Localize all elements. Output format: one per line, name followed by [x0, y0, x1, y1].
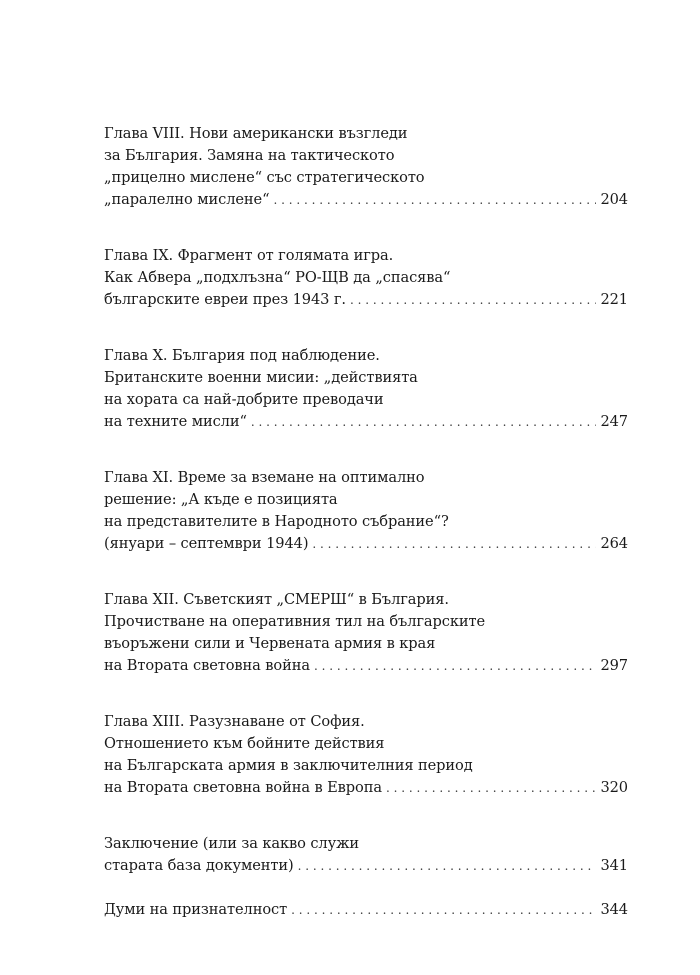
toc-entry-last-line — [104, 289, 628, 311]
toc-entry-text: за България. Замяна на тактическото — [104, 147, 395, 164]
dot-leader — [273, 189, 596, 211]
toc-entry-chapter-10[interactable] — [104, 345, 628, 433]
toc-entry-text: на Втората световна война — [104, 657, 310, 674]
toc-entry-text: на хората са най-добрите преводачи — [104, 391, 384, 408]
toc-entry-text: Глава XII. Съветският „СМЕРШ“ в България. — [104, 591, 449, 608]
page-number: 264 — [600, 535, 628, 552]
dot-leader — [291, 899, 596, 921]
dot-leader — [312, 533, 596, 555]
toc-entry-last-line — [104, 899, 628, 921]
toc-entry-text: българските евреи през 1943 г. — [104, 291, 346, 308]
page-number: 320 — [600, 779, 628, 796]
toc-entry-text: Глава XIII. Разузнаване от София. — [104, 713, 365, 730]
dot-leader — [386, 777, 596, 799]
toc-entry-last-line — [104, 411, 628, 433]
page-number: 221 — [600, 291, 628, 308]
toc-entry-text: (януари – септември 1944) — [104, 535, 309, 552]
table-of-contents — [104, 123, 628, 921]
toc-entry-text: „прицелно мислене“ със стратегическото — [104, 169, 425, 186]
dot-leader — [251, 411, 597, 433]
toc-entry-text: старата база документи) — [104, 857, 294, 874]
toc-entry-chapter-9[interactable] — [104, 245, 628, 311]
toc-entry-text: Британските военни мисии: „действията — [104, 369, 418, 386]
page-number: 204 — [600, 191, 628, 208]
toc-entry-text: Заключение (или за какво служи — [104, 835, 360, 852]
toc-entry-last-line — [104, 777, 628, 799]
toc-entry-text: решение: „А къде е позицията — [104, 491, 338, 508]
toc-entry-text: Глава IX. Фрагмент от голямата игра. — [104, 247, 394, 264]
toc-entry-chapter-11[interactable] — [104, 467, 628, 555]
toc-entry-text: Отношението към бойните действия — [104, 735, 385, 752]
page-number: 341 — [600, 857, 628, 874]
dot-leader — [350, 289, 596, 311]
toc-entry-text: Прочистване на оперативния тил на българските — [104, 613, 486, 630]
toc-entry-text: на Българската армия в заключителния период — [104, 757, 473, 774]
toc-entry-text: Думи на признателност — [104, 901, 288, 918]
toc-entry-acknowledgements[interactable] — [104, 899, 628, 921]
toc-entry-text: Глава VIII. Нови американски възгледи — [104, 125, 408, 142]
dot-leader — [298, 855, 597, 877]
toc-entry-text: въоръжени сили и Червената армия в края — [104, 635, 436, 652]
toc-entry-text: на Втората световна война в Европа — [104, 779, 382, 796]
page-number: 344 — [600, 901, 628, 918]
toc-entry-text: на техните мисли“ — [104, 413, 247, 430]
toc-entry-conclusion[interactable] — [104, 833, 628, 877]
page-number: 297 — [600, 657, 628, 674]
page-number: 247 — [600, 413, 628, 430]
toc-entry-text: „паралелно мислене“ — [104, 191, 270, 208]
toc-entry-last-line — [104, 655, 628, 677]
toc-entry-text: Глава XI. Време за вземане на оптимално — [104, 469, 425, 486]
toc-entry-last-line — [104, 855, 628, 877]
toc-entry-text: на представителите в Народното събрание“? — [104, 513, 449, 530]
toc-entry-text: Как Абвера „подхлъзна“ РО-ЩВ да „спасява“ — [104, 269, 451, 286]
toc-entry-last-line — [104, 533, 628, 555]
toc-entry-chapter-12[interactable] — [104, 589, 628, 677]
toc-entry-text: Глава X. България под наблюдение. — [104, 347, 380, 364]
dot-leader — [314, 655, 597, 677]
toc-entry-chapter-13[interactable] — [104, 711, 628, 799]
toc-entry-chapter-8[interactable] — [104, 123, 628, 211]
toc-entry-last-line — [104, 189, 628, 211]
